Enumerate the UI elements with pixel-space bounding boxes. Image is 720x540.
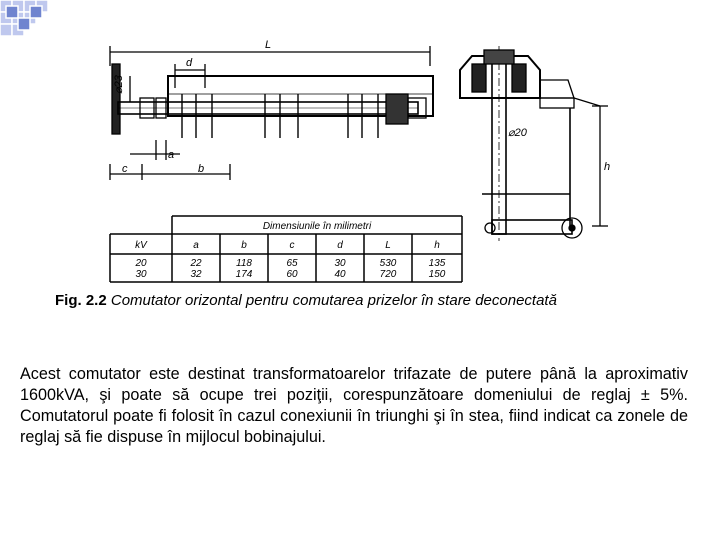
table-header-d: d: [337, 240, 343, 251]
dim-label-d: d: [186, 57, 193, 69]
dim-label-diameter-23: ⌀23: [113, 75, 125, 94]
table-cell: 118: [236, 258, 252, 269]
table-cell: 150: [428, 269, 446, 280]
slide-corner-decoration: [0, 0, 80, 45]
table-title: Dimensiunile în milimetri: [262, 221, 372, 232]
dim-label-c: c: [122, 163, 128, 175]
figure-caption-label: Fig. 2.2: [55, 292, 107, 309]
table-cell: 530: [379, 258, 397, 269]
figure-caption: [55, 291, 675, 311]
table-header-kv: kV: [135, 240, 147, 251]
table-cell: 720: [379, 269, 397, 280]
switch-technical-drawing: [100, 36, 620, 286]
dim-label-a: a: [168, 149, 175, 161]
table-cell: 30: [334, 258, 346, 269]
body-paragraph: Acest comutator este destinat transformatoarelor trifazate de putere până la aproximativ 1600kVA, şi poate să ocupe trei poziţii, corespunzătoare domeniului de reglaj ± 5%. Comutatorul poate fi folosit în cazul conexiunii în triunghi şi în stea, fiind indicat ca zonele de reglaj să fie dispuse în mijlocul bobinajului.: [20, 365, 688, 446]
table-cell: 30: [135, 269, 147, 280]
table-header-a: a: [193, 240, 199, 251]
table-header-h: h: [434, 240, 440, 251]
dim-label-b: b: [198, 163, 205, 175]
dim-label-L: L: [265, 39, 272, 51]
dim-label-h: h: [604, 161, 611, 173]
table-cell: 65: [286, 258, 298, 269]
figure-caption-text: Comutator orizontal pentru comutarea prizelor în stare deconectată: [110, 292, 557, 309]
table-cell: 135: [428, 258, 446, 269]
table-cell: 40: [334, 269, 346, 280]
table-header-c: c: [289, 240, 295, 251]
table-cell: 60: [286, 269, 298, 280]
table-header-b: b: [241, 240, 247, 251]
dim-label-diameter-20: ⌀20: [508, 127, 527, 139]
table-header-L: L: [385, 240, 391, 251]
table-cell: 22: [190, 258, 202, 269]
table-cell: 20: [135, 258, 147, 269]
table-cell: 174: [235, 269, 253, 280]
table-cell: 32: [190, 269, 202, 280]
